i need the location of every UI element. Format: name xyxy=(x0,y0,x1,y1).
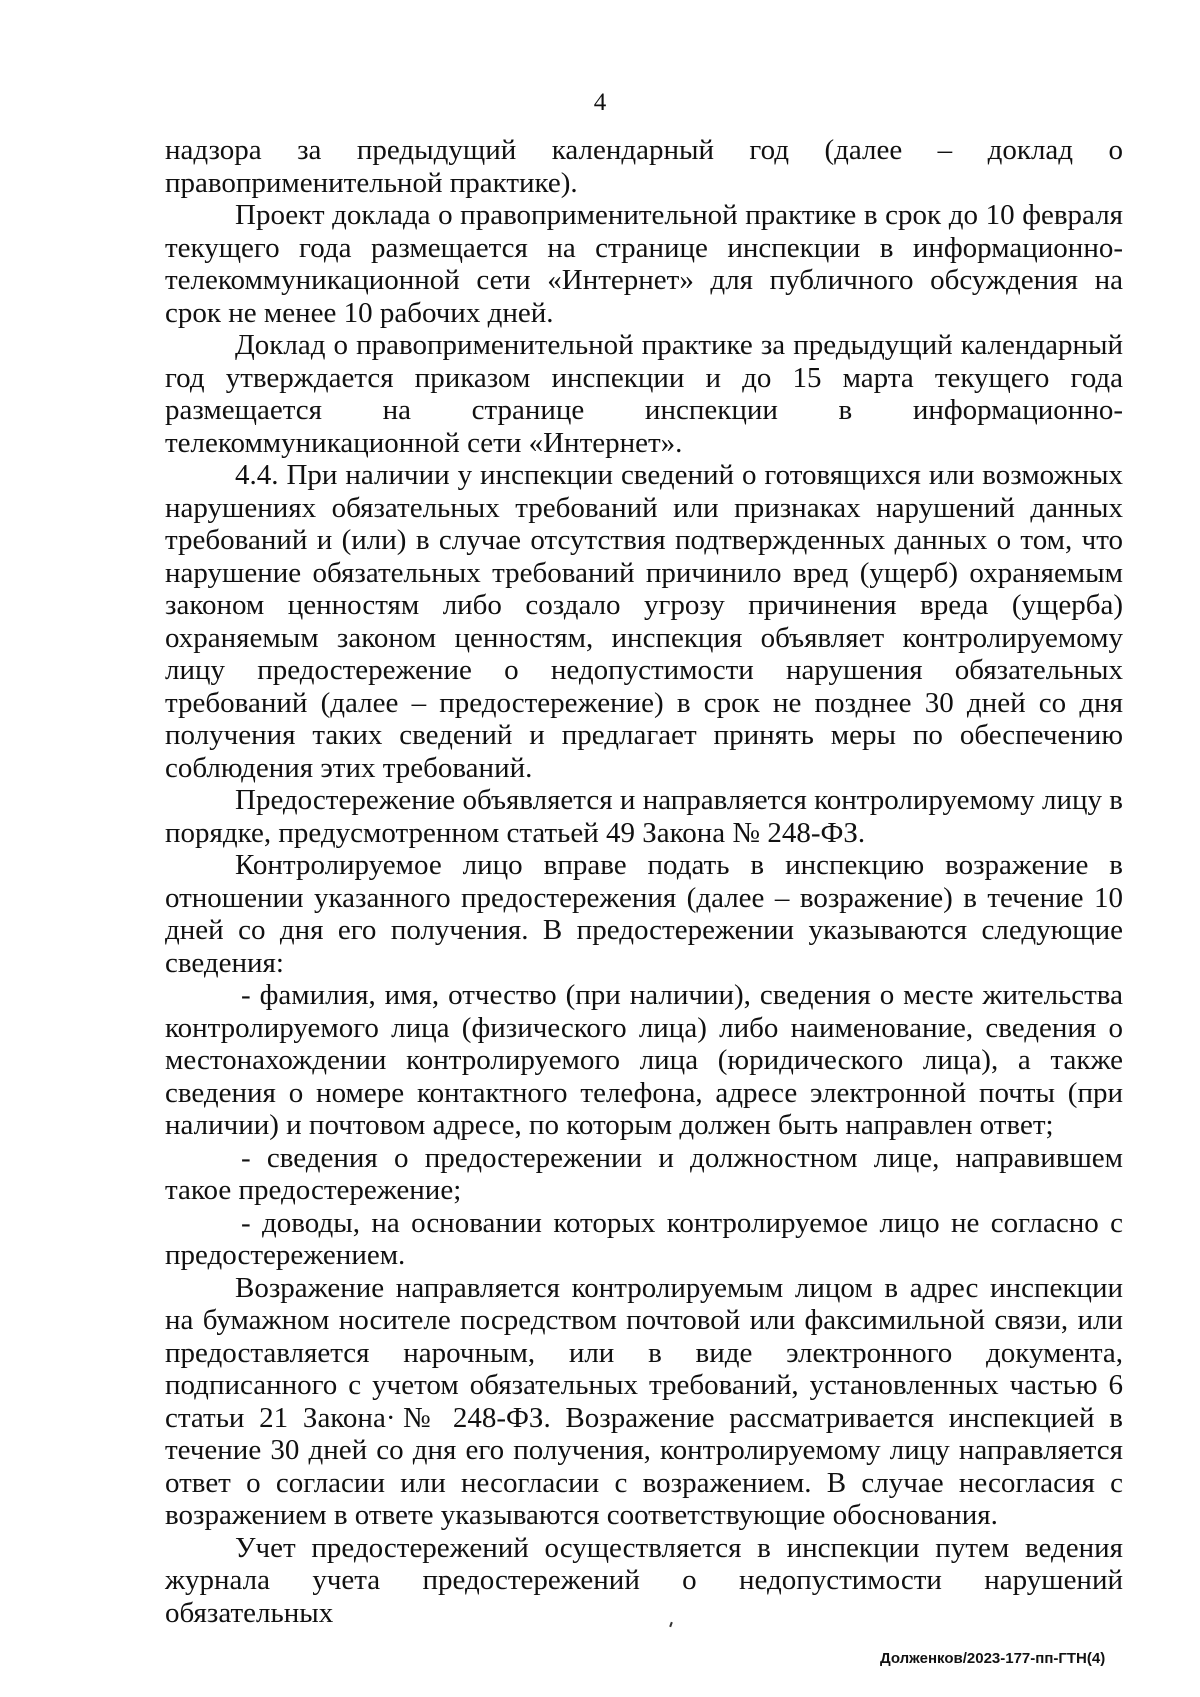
paragraph-continuation: надзора за предыдущий календарный год (далее – доклад о правоприменительной практике). xyxy=(165,134,1123,199)
paragraph-report-draft: Проект доклада о правоприменительной практике в срок до 10 февраля текущего года размещается на странице инспекции в информационно-телекоммуникационной сети «Интернет» для публичного обсуждения на срок не менее 10 рабочих дней. xyxy=(165,199,1123,329)
paragraph-report-approval: Доклад о правоприменительной практике за предыдущий календарный год утверждается приказом инспекции и до 15 марта текущего года размещается на странице инспекции в информационно-телекоммуникационной сети «Интернет». xyxy=(165,329,1123,459)
page-number: 4 xyxy=(593,89,607,116)
document-reference-footer: Долженков/2023-177-пп-ГТН(4) xyxy=(880,1650,1106,1667)
paragraph-4-4-warning: 4.4. При наличии у инспекции сведений о готовящихся или возможных нарушениях обязательных требований или признаках нарушений данных требований и (или) в случае отсутствия подтвержденных данных о том, что нарушение обязательных требований причинило вред (ущерб) охраняемым законом ценностям либо создало угрозу причинения вреда (ущерба) охраняемым законом ценностям, инспекция объявляет контролируемому лицу предостережение о недопустимости нарушения обязательных требований (далее – предостережение) в срок не позднее 30 дней со дня получения таких сведений и предлагает принять меры по обеспечению соблюдения этих требований. xyxy=(165,459,1123,784)
list-item-warning-info: - сведения о предостережении и должностном лице, направившем такое предостережение; xyxy=(165,1141,1123,1206)
paragraph-warning-procedure: Предостережение объявляется и направляется контролируемому лицу в порядке, предусмотренном статьей 49 Закона № 248-ФЗ. xyxy=(165,784,1123,849)
paragraph-objection-submission: Возражение направляется контролируемым лицом в адрес инспекции на бумажном носителе посредством почтовой или факсимильной связи, или предоставляется нарочным, или в виде электронного документа, подписанного с учетом обязательных требований, установленных частью 6 статьи 21 Закона·№ 248-ФЗ. Возражение рассматривается инспекцией в течение 30 дней со дня его получения, контролируемому лицу направляется ответ о согласии или несогласии с возражением. В случае несогласия с возражением в ответе указываются соответствующие обоснования. xyxy=(165,1271,1123,1531)
paragraph-warning-accounting: Учет предостережений осуществляется в инспекции путем ведения журнала учета предостережений о недопустимости нарушений обязательных xyxy=(165,1531,1123,1629)
list-item-identity: - фамилия, имя, отчество (при наличии), сведения о месте жительства контролируемого лица (физического лица) либо наименование, сведения о местонахождении контролируемого лица (юридического лица), а также сведения о номере контактного телефона, адресе электронной почты (при наличии) и почтовом адресе, по которым должен быть направлен ответ; xyxy=(165,979,1123,1141)
paragraph-objection-right: Контролируемое лицо вправе подать в инспекцию возражение в отношении указанного предостережения (далее – возражение) в течение 10 дней со дня его получения. В предостережении указываются следующие сведения: xyxy=(165,849,1123,979)
list-item-arguments: - доводы, на основании которых контролируемое лицо не согласно с предостережением. xyxy=(165,1206,1123,1271)
document-body xyxy=(165,134,1123,1629)
